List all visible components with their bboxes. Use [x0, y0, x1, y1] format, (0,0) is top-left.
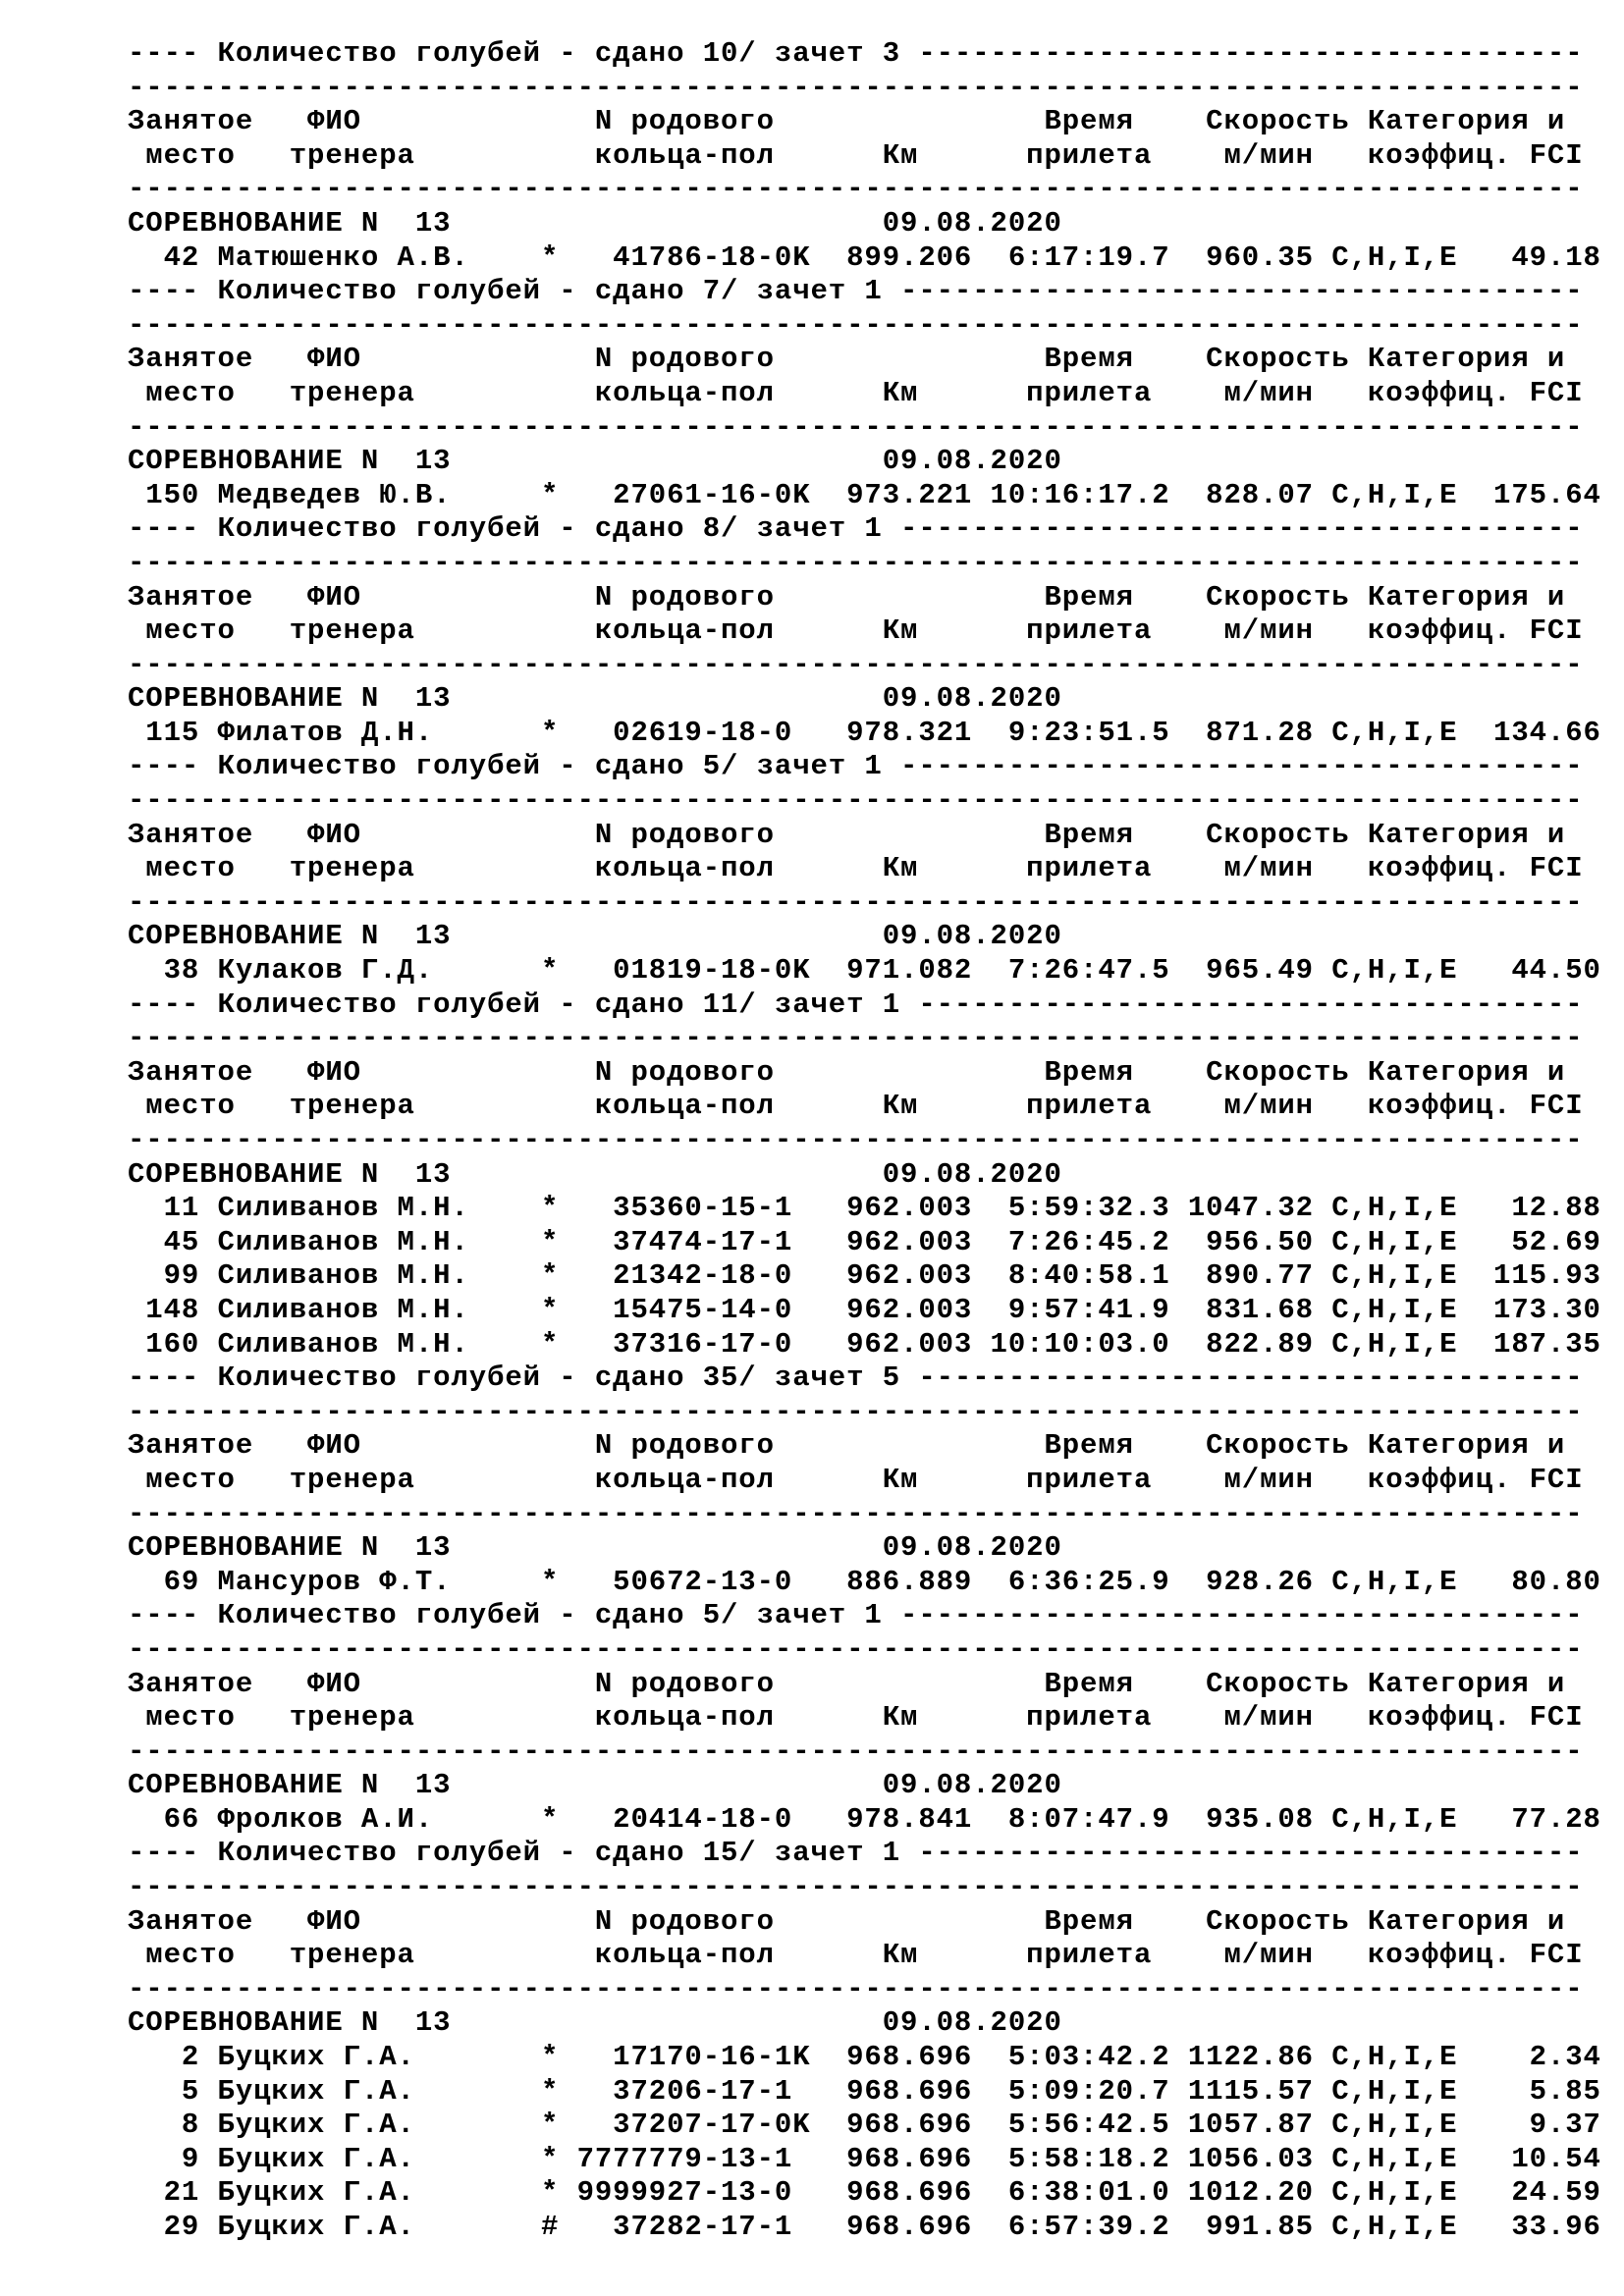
separator-line: --------------------------------------------------------------------------------- — [128, 784, 1584, 818]
separator-line: --------------------------------------------------------------------------------- — [128, 1395, 1584, 1428]
separator-line: --------------------------------------------------------------------------------- — [128, 308, 1584, 342]
separator-line: --------------------------------------------------------------------------------- — [128, 1124, 1584, 1156]
pigeon-count-line: ---- Количество голубей - сдано 7/ зачет 1 -------------------------------------- — [128, 275, 1584, 308]
column-header-line: Занятое ФИО N родового Время Скорость Категория и — [128, 818, 1566, 851]
separator-line: --------------------------------------------------------------------------------- — [128, 1497, 1584, 1530]
result-row: 9 Буцких Г.А. * 7777779-13-1 968.696 5:58:18.2 1056.03 C,H,I,E 10.54 — [128, 2142, 1601, 2175]
competition-header-line: СОРЕВНОВАНИЕ N 13 09.08.2020 — [128, 1769, 1062, 1802]
separator-line: --------------------------------------------------------------------------------- — [128, 173, 1584, 206]
result-row: 45 Силиванов М.Н. * 37474-17-1 962.003 7:26:45.2 956.50 C,H,I,E 52.69 — [128, 1225, 1601, 1258]
result-row: 150 Медведев Ю.В. * 27061-16-0K 973.221 10:16:17.2 828.07 C,H,I,E 175.64 — [128, 478, 1601, 511]
separator-line: --------------------------------------------------------------------------------- — [128, 71, 1584, 104]
competition-header-line: СОРЕВНОВАНИЕ N 13 09.08.2020 — [128, 206, 1062, 240]
result-row: 99 Силиванов М.Н. * 21342-18-0 962.003 8:40:58.1 890.77 C,H,I,E 115.93 — [128, 1259, 1601, 1293]
result-row: 11 Силиванов М.Н. * 35360-15-1 962.003 5:59:32.3 1047.32 C,H,I,E 12.88 — [128, 1192, 1601, 1225]
separator-line: --------------------------------------------------------------------------------- — [128, 1735, 1584, 1768]
column-header-line: Занятое ФИО N родового Время Скорость Категория и — [128, 1904, 1566, 1938]
result-row: 29 Буцких Г.А. # 37282-17-1 968.696 6:57:39.2 991.85 C,H,I,E 33.96 — [128, 2211, 1601, 2243]
separator-line: --------------------------------------------------------------------------------- — [128, 410, 1584, 444]
pigeon-count-line: ---- Количество голубей - сдано 35/ зачет 5 ------------------------------------- — [128, 1362, 1584, 1395]
separator-line: --------------------------------------------------------------------------------- — [128, 1871, 1584, 1904]
column-header-line: место тренера кольца-пол Км прилета м/мин коэффиц. FCI — [128, 852, 1584, 885]
separator-line: --------------------------------------------------------------------------------- — [128, 1022, 1584, 1055]
column-header-line: Занятое ФИО N родового Время Скорость Категория и — [128, 1667, 1566, 1700]
result-row: 38 Кулаков Г.Д. * 01819-18-0K 971.082 7:26:47.5 965.49 C,H,I,E 44.50 — [128, 954, 1601, 988]
column-header-line: место тренера кольца-пол Км прилета м/мин коэффиц. FCI — [128, 376, 1584, 409]
pigeon-count-line: ---- Количество голубей - сдано 11/ зачет 1 ------------------------------------- — [128, 988, 1584, 1021]
result-row: 148 Силиванов М.Н. * 15475-14-0 962.003 9:57:41.9 831.68 C,H,I,E 173.30 — [128, 1293, 1601, 1326]
column-header-line: место тренера кольца-пол Км прилета м/мин коэффиц. FCI — [128, 138, 1584, 172]
competition-header-line: СОРЕВНОВАНИЕ N 13 09.08.2020 — [128, 2006, 1062, 2040]
competition-header-line: СОРЕВНОВАНИЕ N 13 09.08.2020 — [128, 682, 1062, 716]
competition-header-line: СОРЕВНОВАНИЕ N 13 09.08.2020 — [128, 1157, 1062, 1191]
column-header-line: Занятое ФИО N родового Время Скорость Категория и — [128, 105, 1566, 138]
separator-line: --------------------------------------------------------------------------------- — [128, 648, 1584, 681]
column-header-line: место тренера кольца-пол Км прилета м/мин коэффиц. FCI — [128, 614, 1584, 648]
result-row: 2 Буцких Г.А. * 17170-16-1K 968.696 5:03:42.2 1122.86 C,H,I,E 2.34 — [128, 2041, 1601, 2074]
column-header-line: место тренера кольца-пол Км прилета м/мин коэффиц. FCI — [128, 1463, 1584, 1496]
report-text-block — [128, 37, 1601, 2245]
column-header-line: место тренера кольца-пол Км прилета м/мин коэффиц. FCI — [128, 1939, 1584, 1972]
column-header-line: место тренера кольца-пол Км прилета м/мин коэффиц. FCI — [128, 1090, 1584, 1123]
result-row: 42 Матюшенко А.В. * 41786-18-0K 899.206 6:17:19.7 960.35 C,H,I,E 49.18 — [128, 240, 1601, 274]
result-row: 21 Буцких Г.А. * 9999927-13-0 968.696 6:38:01.0 1012.20 C,H,I,E 24.59 — [128, 2176, 1601, 2210]
result-row: 66 Фролков А.И. * 20414-18-0 978.841 8:07:47.9 935.08 C,H,I,E 77.28 — [128, 1802, 1601, 1836]
pigeon-count-line: ---- Количество голубей - сдано 8/ зачет 1 -------------------------------------- — [128, 512, 1584, 546]
separator-line: --------------------------------------------------------------------------------- — [128, 885, 1584, 919]
column-header-line: Занятое ФИО N родового Время Скорость Категория и — [128, 1055, 1566, 1089]
pigeon-count-line: ---- Количество голубей - сдано 5/ зачет 1 -------------------------------------- — [128, 1599, 1584, 1632]
column-header-line: Занятое ФИО N родового Время Скорость Категория и — [128, 1429, 1566, 1463]
separator-line: --------------------------------------------------------------------------------- — [128, 1972, 1584, 2005]
result-row: 115 Филатов Д.Н. * 02619-18-0 978.321 9:23:51.5 871.28 C,H,I,E 134.66 — [128, 716, 1601, 749]
pigeon-count-line: ---- Количество голубей - сдано 15/ зачет 1 ------------------------------------- — [128, 1837, 1584, 1870]
pigeon-count-line: ---- Количество голубей - сдано 5/ зачет 1 -------------------------------------- — [128, 750, 1584, 783]
result-row: 69 Мансуров Ф.Т. * 50672-13-0 886.889 6:36:25.9 928.26 C,H,I,E 80.80 — [128, 1565, 1601, 1598]
column-header-line: Занятое ФИО N родового Время Скорость Категория и — [128, 343, 1566, 376]
competition-header-line: СОРЕВНОВАНИЕ N 13 09.08.2020 — [128, 1531, 1062, 1565]
separator-line: --------------------------------------------------------------------------------- — [128, 1632, 1584, 1666]
column-header-line: место тренера кольца-пол Км прилета м/мин коэффиц. FCI — [128, 1701, 1584, 1735]
result-row: 160 Силиванов М.Н. * 37316-17-0 962.003 10:10:03.0 822.89 C,H,I,E 187.35 — [128, 1327, 1601, 1361]
separator-line: --------------------------------------------------------------------------------- — [128, 546, 1584, 579]
result-row: 8 Буцких Г.А. * 37207-17-0K 968.696 5:56:42.5 1057.87 C,H,I,E 9.37 — [128, 2109, 1601, 2142]
competition-header-line: СОРЕВНОВАНИЕ N 13 09.08.2020 — [128, 920, 1062, 953]
result-row: 5 Буцких Г.А. * 37206-17-1 968.696 5:09:20.7 1115.57 C,H,I,E 5.85 — [128, 2074, 1601, 2108]
pigeon-count-line: ---- Количество голубей - сдано 10/ зачет 3 ------------------------------------- — [128, 37, 1584, 70]
column-header-line: Занятое ФИО N родового Время Скорость Категория и — [128, 580, 1566, 614]
competition-header-line: СОРЕВНОВАНИЕ N 13 09.08.2020 — [128, 445, 1062, 478]
